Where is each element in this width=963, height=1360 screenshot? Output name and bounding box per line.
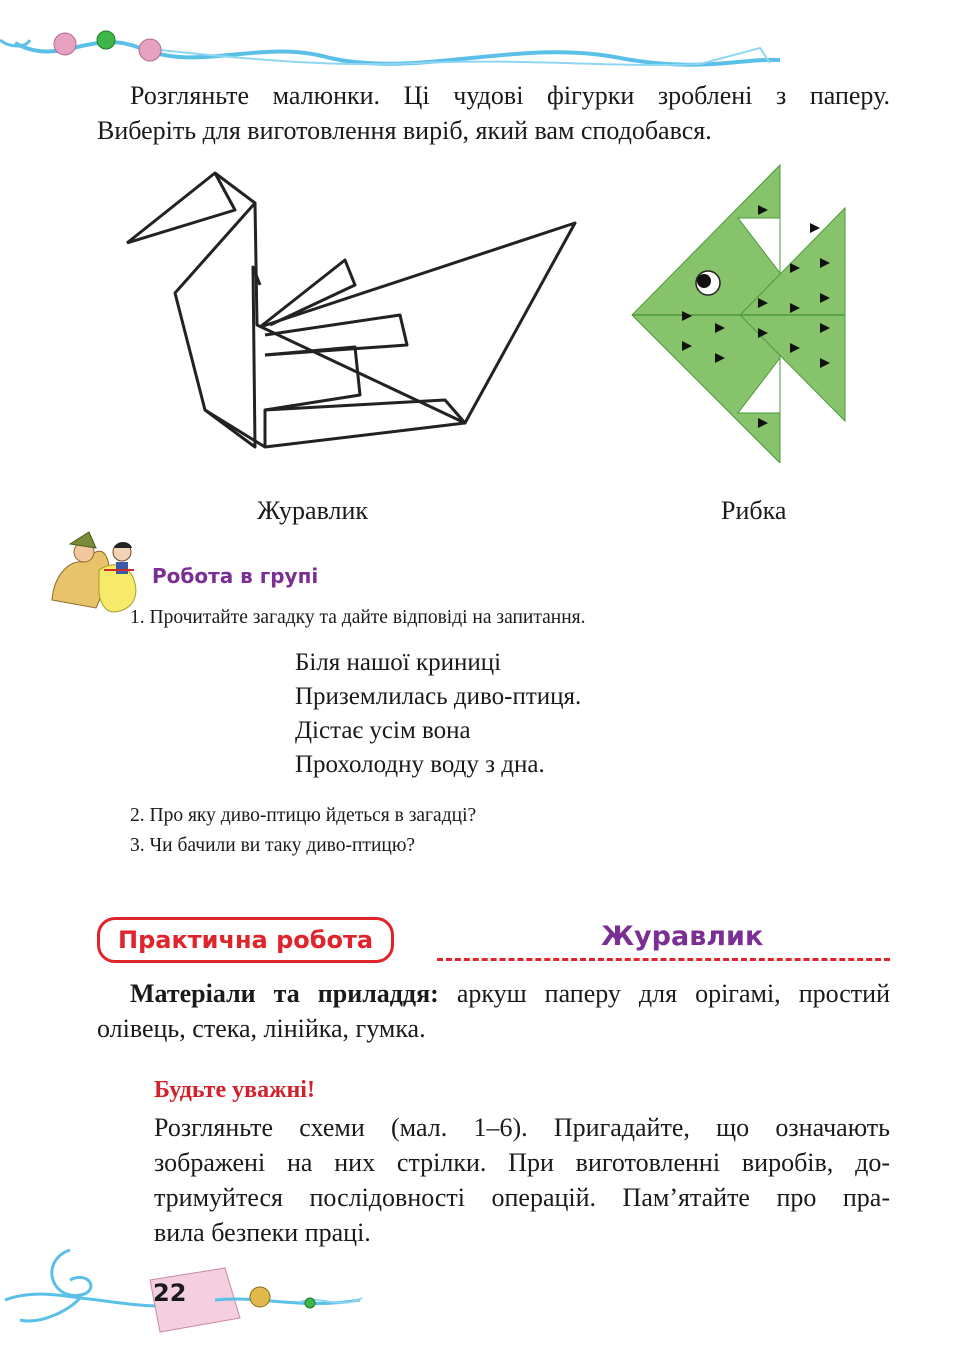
attention-line: тримуйтеся послідовності операцій. Пам’ятайте про пра- [154,1183,890,1212]
riddle-line: Прохолодну воду з дна. [295,751,545,778]
riddle-line: Приземлилась диво-птиця. [295,683,582,710]
materials-text: аркуш паперу для орігамі, простий [438,979,890,1008]
materials-label: Матеріали та приладдя: [130,979,439,1008]
fish-caption: Рибка [721,496,787,525]
task-1: 1. Прочитайте загадку та дайте відповіді на запитання. [130,607,586,628]
task-3: 3. Чи бачили ви таку диво-птицю? [130,835,416,856]
intro-line-2: Виберіть для виготовлення виріб, який вам сподобався. [97,116,712,145]
task-2: 2. Про яку диво-птицю йдеться в загадці? [130,805,477,826]
intro-paragraph [97,78,890,148]
riddle-poem [295,646,581,782]
attention-paragraph [154,1110,890,1250]
attention-line: зображені на них стрілки. При виготовленні виробів, до- [154,1148,890,1177]
fish-origami-icon [630,163,850,463]
top-ribbon-decoration [0,18,800,78]
materials-line-2: олівець, стека, лінійка, гумка. [97,1014,426,1043]
attention-title: Будьте уважні! [154,1077,315,1103]
riddle-line: Дістає усім вона [295,717,471,744]
intro-line-1: Розгляньте малюнки. Ці чудові фігурки зроблені з паперу. [130,81,890,110]
materials-paragraph [97,976,890,1046]
crane-caption: Журавлик [257,496,369,525]
dashed-divider [437,958,890,961]
practical-topic-title: Журавлик [601,921,764,952]
attention-line: Розгляньте схеми (мал. 1–6). Пригадайте, що означають [154,1113,890,1142]
group-work-title: Робота в групі [152,564,319,588]
snow-white-dwarf-icon [44,530,149,615]
crane-origami-icon [115,165,585,465]
bottom-ribbon-decoration [0,1240,380,1350]
practical-work-badge: Практична робота [97,917,394,963]
page-number: 22 [153,1279,187,1307]
riddle-line: Біля нашої криниці [295,649,502,676]
materials-line-1 [97,976,890,1011]
attention-line: вила безпеки праці. [154,1218,371,1247]
